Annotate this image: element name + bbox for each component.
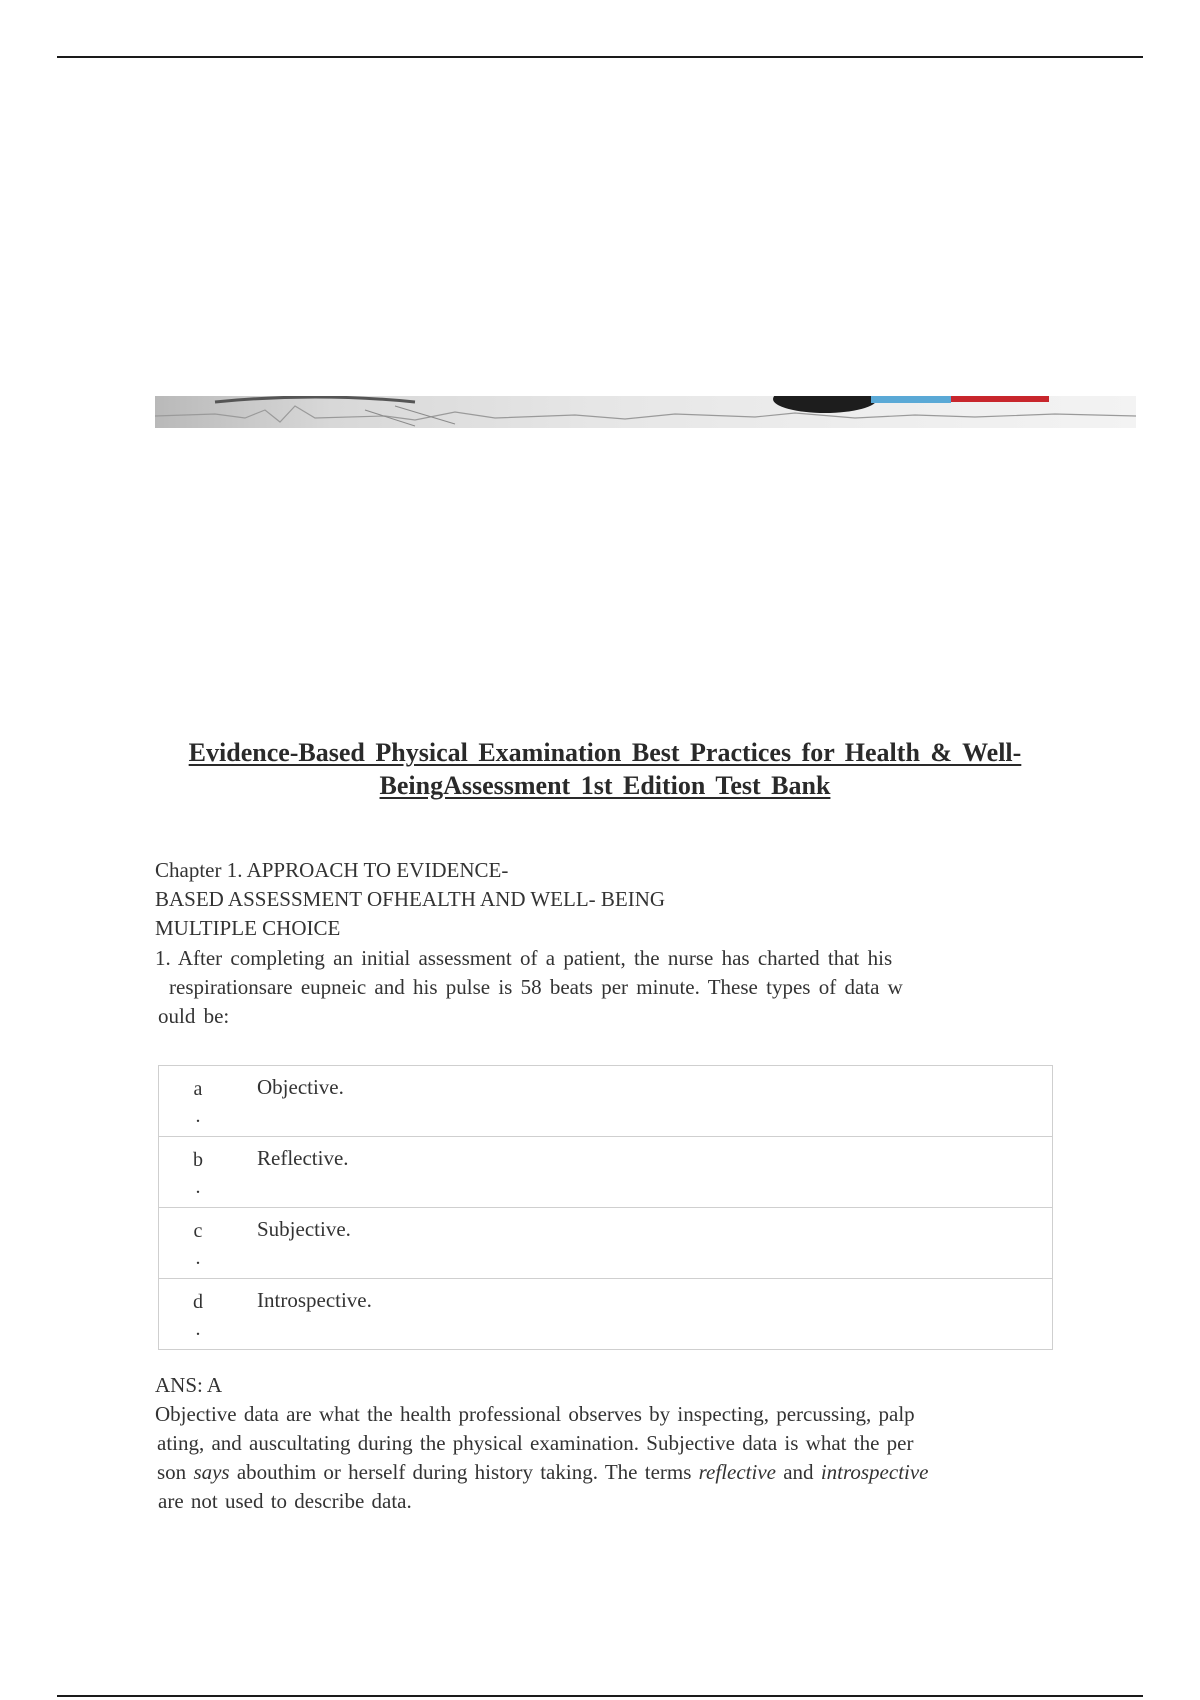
question-line-1: 1. After completing an initial assessment of a patient, the nurse has charted that his	[155, 946, 893, 970]
choice-row-a	[159, 1066, 1052, 1136]
rationale-text: son	[157, 1460, 194, 1484]
choice-letter: a	[193, 1078, 203, 1100]
choice-text: Objective.	[257, 1075, 344, 1099]
rationale-line-2: ating, and auscultating during the physical examination. Subjective data is what the per	[157, 1431, 914, 1455]
top-rule	[57, 56, 1143, 58]
choice-row-b	[159, 1136, 1052, 1207]
choice-dot: .	[195, 1247, 201, 1269]
bottom-rule	[57, 1695, 1143, 1697]
chapter-heading	[155, 856, 1035, 943]
document-title	[150, 736, 1060, 802]
question-line-3: ould be:	[158, 1004, 230, 1028]
title-line-2: BeingAssessment 1st Edition Test Bank	[379, 771, 831, 800]
choices-table	[158, 1065, 1053, 1350]
choice-letter: d	[193, 1291, 203, 1313]
section-label: MULTIPLE CHOICE	[155, 916, 341, 940]
answer-rationale	[155, 1400, 1035, 1516]
choice-text: Subjective.	[257, 1217, 351, 1241]
chapter-line-1: Chapter 1. APPROACH TO EVIDENCE-	[155, 858, 509, 882]
answer-key: ANS: A	[155, 1373, 223, 1397]
ecg-stethoscope-image	[155, 396, 1136, 428]
rationale-line-3	[155, 1458, 1035, 1487]
rationale-line-1: Objective data are what the health professional observes by inspecting, percussing, palp	[155, 1402, 915, 1426]
choice-row-c	[159, 1207, 1052, 1278]
emphasis-reflective: reflective	[698, 1460, 776, 1484]
title-line-1: Evidence-Based Physical Examination Best Practices for Health & Well-	[188, 738, 1022, 767]
rationale-line-4: are not used to describe data.	[158, 1489, 412, 1513]
choice-dot: .	[195, 1318, 201, 1340]
choice-letter: b	[193, 1149, 203, 1171]
choice-row-d	[159, 1278, 1052, 1349]
cover-image-strip	[155, 396, 1136, 428]
question-stem	[155, 944, 985, 1031]
rationale-text: abouthim or herself during history taking. The terms	[229, 1460, 699, 1484]
question-line-2: respirationsare eupneic and his pulse is 58 beats per minute. These types of data w	[169, 975, 903, 999]
choice-text: Introspective.	[257, 1288, 372, 1312]
rationale-text: and	[775, 1460, 821, 1484]
chapter-line-2: BASED ASSESSMENT OFHEALTH AND WELL- BEING	[155, 887, 666, 911]
choice-dot: .	[195, 1176, 201, 1198]
choice-text: Reflective.	[257, 1146, 349, 1170]
choice-letter: c	[193, 1220, 203, 1242]
emphasis-says: says	[193, 1460, 230, 1484]
emphasis-introspective: introspective	[820, 1460, 929, 1484]
choice-dot: .	[195, 1105, 201, 1127]
